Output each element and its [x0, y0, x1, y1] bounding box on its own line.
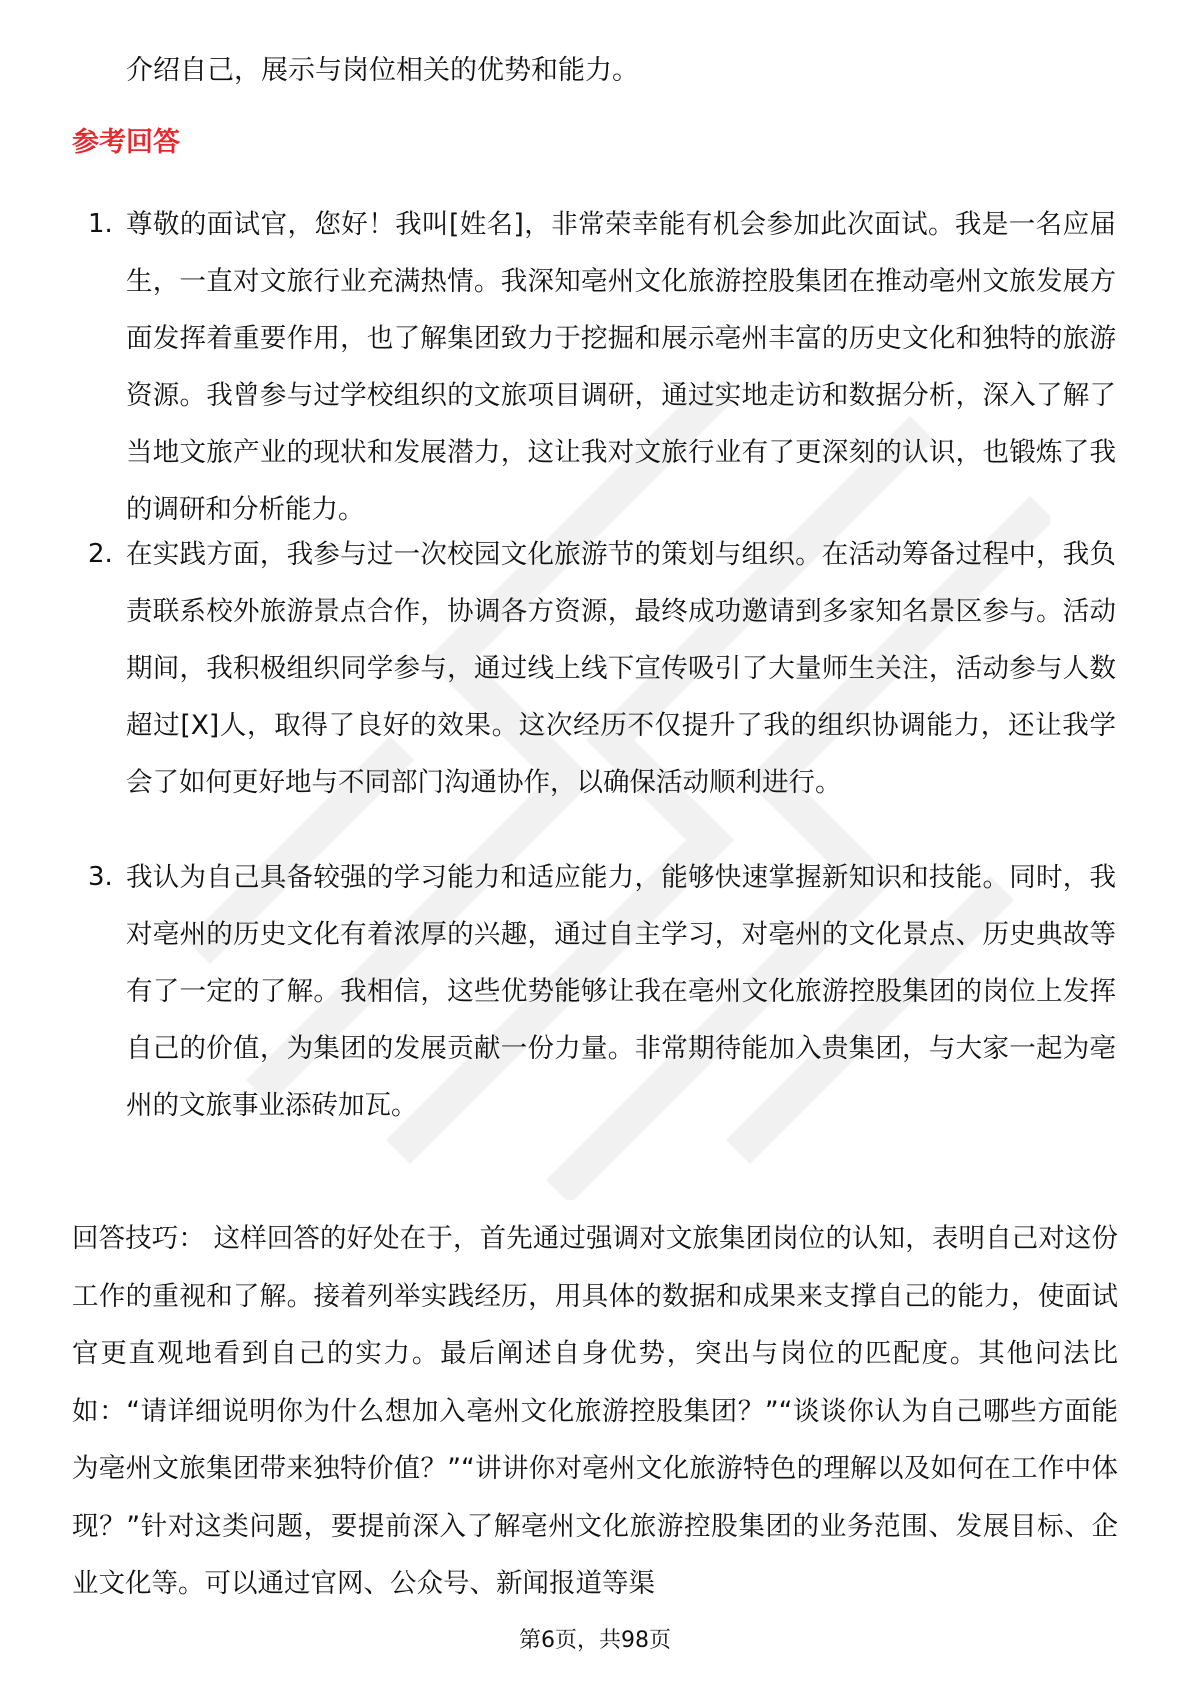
section-title: 参考回答: [72, 127, 180, 158]
intro-line: 介绍自己，展示与岗位相关的优势和能力。: [126, 55, 639, 86]
list-item-text: 我认为自己具备较强的学习能力和适应能力，能够快速掌握新知识和技能。同时，我对亳州的历史文化有着浓厚的兴趣，通过自主学习，对亳州的文化景点、历史典故等有了一定的了解。我相信，这些优势能够让我在亳州文化旅游控股集团的岗位上发挥自己的价值，为集团的发展贡献一份力量。非常期待能加入贵集团，与大家一起为亳州的文旅事业添砖加瓦。: [126, 862, 1116, 1121]
answer-tips: 回答技巧： 这样回答的好处在于，首先通过强调对文旅集团岗位的认知，表明自己对这份工作的重视和了解。接着列举实践经历，用具体的数据和成果来支撑自己的能力，使面试官更直观地看到自己的实力。最后阐述自身优势，突出与岗位的匹配度。其他问法比如：“请详细说明你为什么想加入亳州文化旅游控股集团？”“谈谈你认为自己哪些方面能为亳州文旅集团带来独特价值？”“讲讲你对亳州文化旅游特色的理解以及如何在工作中体现？”针对这类问题，要提前深入了解亳州文化旅游控股集团的业务范围、发展目标、企业文化等。可以通过官网、公众号、新闻报道等渠: [72, 1223, 1118, 1599]
list-item-number: 3.: [88, 862, 113, 892]
list-item-text: 尊敬的面试官，您好！我叫[姓名]，非常荣幸能有机会参加此次面试。我是一名应届生，一直对文旅行业充满热情。我深知亳州文化旅游控股集团在推动亳州文旅发展方面发挥着重要作用，也了解集团致力于挖掘和展示亳州丰富的历史文化和独特的旅游资源。我曾参与过学校组织的文旅项目调研，通过实地走访和数据分析，深入了解了当地文旅产业的现状和发展潜力，这让我对文旅行业有了更深刻的认识，也锻炼了我的调研和分析能力。: [126, 209, 1116, 525]
page-footer: 第6页，共98页: [519, 1628, 671, 1653]
list-item-number: 2.: [88, 539, 113, 569]
list-item-text: 在实践方面，我参与过一次校园文化旅游节的策划与组织。在活动筹备过程中，我负责联系校外旅游景点合作，协调各方资源，最终成功邀请到多家知名景区参与。活动期间，我积极组织同学参与，通过线上线下宣传吸引了大量师生关注，活动参与人数超过[X]人，取得了良好的效果。这次经历不仅提升了我的组织协调能力，还让我学会了如何更好地与不同部门沟通协作，以确保活动顺利进行。: [126, 539, 1116, 798]
list-item-number: 1.: [88, 209, 113, 239]
